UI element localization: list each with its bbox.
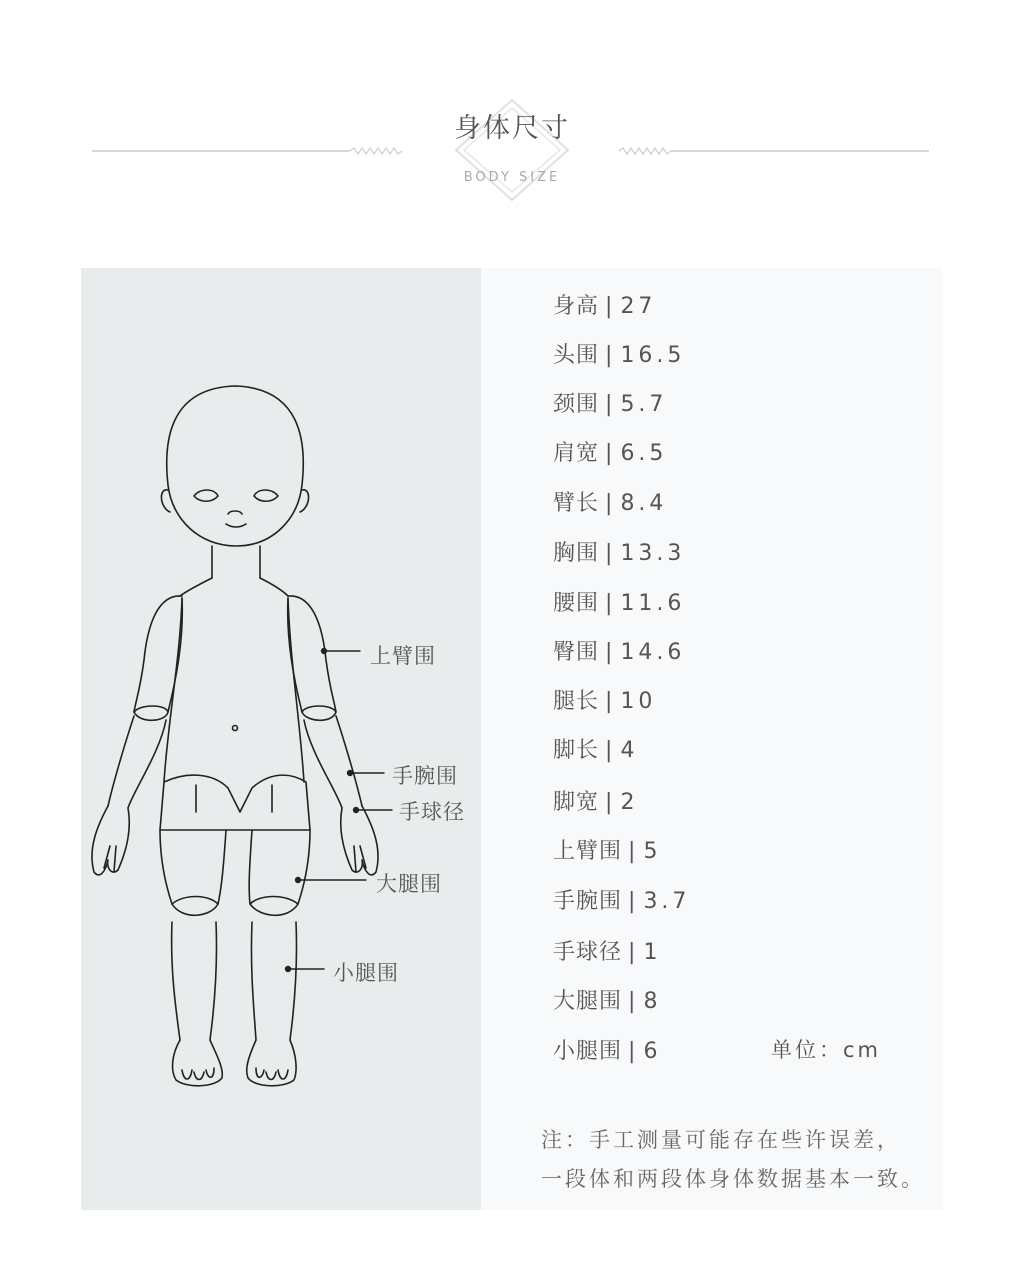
measurement-row bbox=[553, 733, 638, 763]
measurement-separator: | bbox=[605, 790, 613, 815]
right-upper-arm bbox=[288, 596, 336, 712]
measurement-row bbox=[553, 884, 690, 914]
measurement-row bbox=[553, 1034, 661, 1064]
measurement-value: 5 bbox=[643, 839, 662, 864]
page-subtitle: BODY SIZE bbox=[463, 170, 561, 185]
measurement-separator: | bbox=[605, 491, 613, 516]
measurement-label: 脚宽 bbox=[553, 790, 600, 815]
right-hand bbox=[341, 806, 378, 875]
measurement-label: 脚长 bbox=[553, 738, 600, 763]
measurement-separator: | bbox=[628, 989, 636, 1014]
callout-lines bbox=[286, 649, 393, 972]
right-knee bbox=[250, 897, 298, 916]
right-forearm bbox=[304, 716, 362, 808]
measurement-row bbox=[553, 486, 667, 516]
left-forearm bbox=[108, 716, 166, 808]
measurement-row bbox=[553, 338, 685, 368]
note-line-2: 一段体和两段体身体数据基本一致。 bbox=[541, 1167, 925, 1191]
left-foot bbox=[173, 1040, 223, 1086]
measurement-value: 6.5 bbox=[620, 441, 668, 466]
callout-upper-arm: 上臂围 bbox=[370, 644, 436, 668]
measurement-row bbox=[553, 635, 685, 665]
measurement-separator: | bbox=[605, 640, 613, 665]
measurement-row bbox=[553, 684, 656, 714]
right-eye bbox=[254, 490, 278, 501]
measurement-separator: | bbox=[628, 889, 636, 914]
right-thigh bbox=[249, 830, 310, 904]
left-calf bbox=[172, 922, 217, 1040]
measurement-label: 胸围 bbox=[553, 541, 600, 566]
measurement-label: 颈围 bbox=[553, 392, 600, 417]
measurement-separator: | bbox=[605, 441, 613, 466]
measurement-row bbox=[553, 984, 661, 1014]
measurement-row bbox=[553, 834, 661, 864]
measurement-label: 大腿围 bbox=[553, 989, 623, 1014]
left-knee bbox=[172, 897, 218, 916]
measurement-label: 上臂围 bbox=[553, 839, 623, 864]
right-calf bbox=[251, 922, 296, 1040]
measurement-separator: | bbox=[628, 1039, 636, 1064]
right-foot bbox=[247, 1040, 296, 1086]
mouth bbox=[226, 524, 246, 527]
measurement-value: 4 bbox=[620, 738, 639, 763]
measurement-separator: | bbox=[605, 343, 613, 368]
measurement-row bbox=[553, 436, 667, 466]
doll-head bbox=[167, 386, 304, 546]
left-elbow bbox=[134, 706, 168, 720]
measurement-value: 14.6 bbox=[620, 640, 686, 665]
measurement-label: 手球径 bbox=[553, 940, 623, 965]
measurement-value: 2 bbox=[620, 790, 639, 815]
measurement-label: 臀围 bbox=[553, 640, 600, 665]
measurement-value: 13.3 bbox=[620, 541, 686, 566]
measurement-label: 身高 bbox=[553, 294, 600, 319]
measurement-label: 腰围 bbox=[553, 591, 600, 616]
torso bbox=[164, 578, 304, 782]
neck bbox=[212, 546, 260, 578]
right-elbow bbox=[302, 706, 336, 720]
pelvis bbox=[160, 775, 310, 830]
left-hand bbox=[92, 806, 129, 875]
navel bbox=[233, 726, 238, 731]
measurement-value: 5.7 bbox=[620, 392, 668, 417]
measurement-label: 臂长 bbox=[553, 491, 600, 516]
measurement-label: 小腿围 bbox=[553, 1039, 623, 1064]
measurement-separator: | bbox=[605, 541, 613, 566]
note-line-1: 注：手工测量可能存在些许误差， bbox=[541, 1128, 901, 1152]
measurement-row bbox=[553, 387, 667, 417]
measurement-value: 8 bbox=[643, 989, 662, 1014]
measurement-value: 8.4 bbox=[620, 491, 668, 516]
measurement-label: 肩宽 bbox=[553, 441, 600, 466]
callout-thigh: 大腿围 bbox=[376, 872, 442, 896]
measurement-separator: | bbox=[605, 392, 613, 417]
measurement-label: 头围 bbox=[553, 343, 600, 368]
measurement-separator: | bbox=[605, 591, 613, 616]
left-upper-arm bbox=[134, 596, 182, 712]
nose bbox=[228, 511, 242, 514]
measurement-label: 腿长 bbox=[553, 689, 600, 714]
measurement-separator: | bbox=[605, 689, 613, 714]
measurement-value: 27 bbox=[620, 294, 657, 319]
measurement-row bbox=[553, 935, 661, 965]
measurement-row bbox=[553, 289, 656, 319]
callout-hand-ball: 手球径 bbox=[399, 800, 465, 824]
left-eye bbox=[194, 490, 218, 501]
measurement-row bbox=[553, 785, 638, 815]
measurement-value: 10 bbox=[620, 689, 657, 714]
measurement-value: 11.6 bbox=[620, 591, 686, 616]
measurement-separator: | bbox=[605, 738, 613, 763]
measurement-row bbox=[553, 536, 685, 566]
measurement-value: 6 bbox=[643, 1039, 662, 1064]
measurement-value: 3.7 bbox=[643, 889, 691, 914]
unit-label: 单位：cm bbox=[771, 1038, 882, 1062]
page-title: 身体尺寸 bbox=[454, 113, 570, 144]
callout-wrist: 手腕围 bbox=[392, 764, 458, 788]
measurement-row bbox=[553, 586, 685, 616]
callout-calf: 小腿围 bbox=[333, 961, 399, 985]
left-thigh bbox=[160, 830, 226, 904]
measurement-value: 16.5 bbox=[620, 343, 686, 368]
measurement-separator: | bbox=[605, 294, 613, 319]
measurement-separator: | bbox=[628, 839, 636, 864]
measurement-label: 手腕围 bbox=[553, 889, 623, 914]
measurement-value: 1 bbox=[643, 940, 662, 965]
measurement-separator: | bbox=[628, 940, 636, 965]
